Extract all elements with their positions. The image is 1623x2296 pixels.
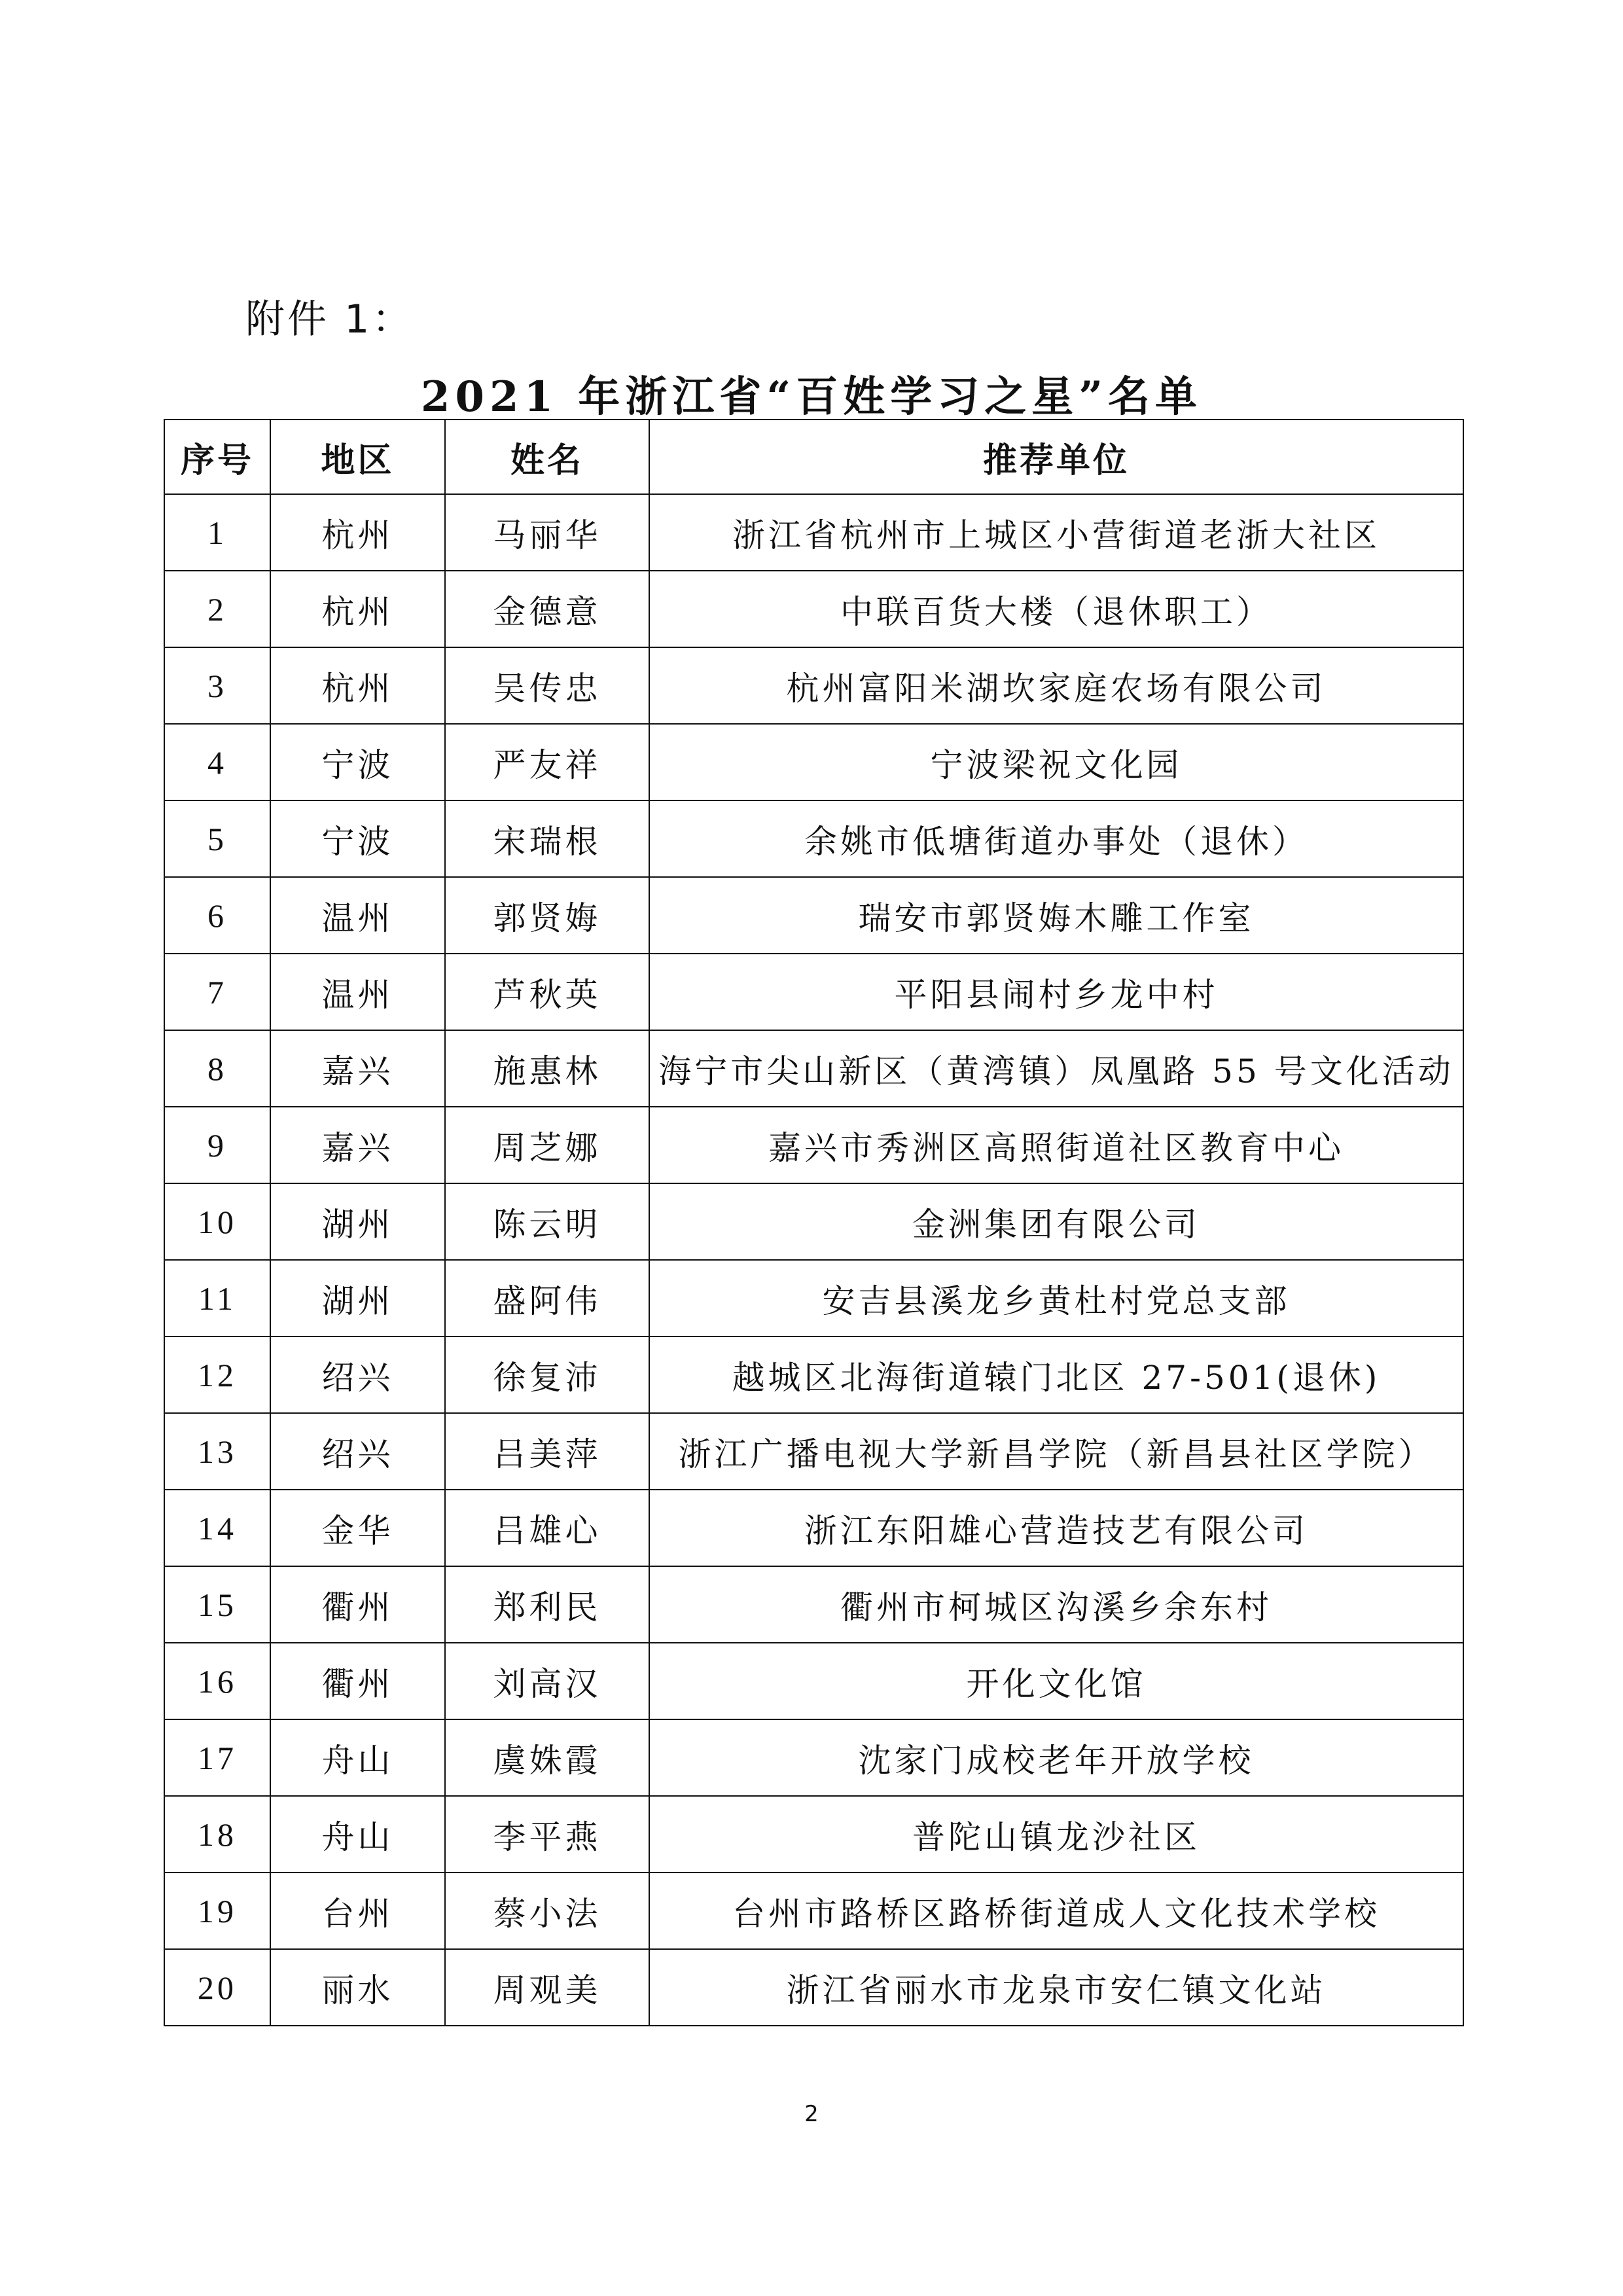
cell-region: 嘉兴 bbox=[270, 1030, 445, 1107]
cell-region: 绍兴 bbox=[270, 1413, 445, 1490]
cell-region: 舟山 bbox=[270, 1796, 445, 1873]
table-header-row bbox=[164, 420, 1463, 494]
cell-unit: 瑞安市郭贤娒木雕工作室 bbox=[649, 877, 1463, 954]
cell-seq: 2 bbox=[164, 571, 270, 647]
table-row bbox=[164, 800, 1463, 877]
cell-seq: 1 bbox=[164, 494, 270, 571]
cell-name: 盛阿伟 bbox=[445, 1260, 649, 1336]
cell-name: 吕美萍 bbox=[445, 1413, 649, 1490]
cell-unit: 平阳县闹村乡龙中村 bbox=[649, 954, 1463, 1030]
cell-region: 温州 bbox=[270, 954, 445, 1030]
cell-seq: 15 bbox=[164, 1566, 270, 1643]
cell-region: 湖州 bbox=[270, 1183, 445, 1260]
cell-region: 杭州 bbox=[270, 494, 445, 571]
table-row bbox=[164, 1949, 1463, 2026]
table-row bbox=[164, 1490, 1463, 1566]
page-number: 2 bbox=[804, 2101, 819, 2127]
table-row bbox=[164, 1643, 1463, 1719]
cell-unit: 海宁市尖山新区（黄湾镇）凤凰路 55 号文化活动 bbox=[649, 1030, 1463, 1107]
cell-unit: 开化文化馆 bbox=[649, 1643, 1463, 1719]
table-row bbox=[164, 724, 1463, 800]
cell-region: 丽水 bbox=[270, 1949, 445, 2026]
cell-name: 宋瑞根 bbox=[445, 800, 649, 877]
cell-seq: 14 bbox=[164, 1490, 270, 1566]
cell-unit: 普陀山镇龙沙社区 bbox=[649, 1796, 1463, 1873]
cell-unit: 中联百货大楼（退休职工） bbox=[649, 571, 1463, 647]
cell-name: 李平燕 bbox=[445, 1796, 649, 1873]
cell-name: 郭贤娒 bbox=[445, 877, 649, 954]
table-row bbox=[164, 1260, 1463, 1336]
cell-name: 周观美 bbox=[445, 1949, 649, 2026]
header-region: 地区 bbox=[270, 420, 445, 494]
header-seq: 序号 bbox=[164, 420, 270, 494]
cell-seq: 18 bbox=[164, 1796, 270, 1873]
cell-unit: 杭州富阳米湖坎家庭农场有限公司 bbox=[649, 647, 1463, 724]
cell-seq: 19 bbox=[164, 1873, 270, 1949]
header-name: 姓名 bbox=[445, 420, 649, 494]
cell-seq: 9 bbox=[164, 1107, 270, 1183]
table-row bbox=[164, 571, 1463, 647]
cell-name: 芦秋英 bbox=[445, 954, 649, 1030]
table-row bbox=[164, 647, 1463, 724]
cell-seq: 20 bbox=[164, 1949, 270, 2026]
attachment-label: 附件 1： bbox=[245, 296, 414, 342]
cell-unit: 宁波梁祝文化园 bbox=[649, 724, 1463, 800]
cell-unit: 浙江东阳雄心营造技艺有限公司 bbox=[649, 1490, 1463, 1566]
table-row bbox=[164, 494, 1463, 571]
cell-region: 宁波 bbox=[270, 724, 445, 800]
table-row bbox=[164, 1413, 1463, 1490]
cell-seq: 17 bbox=[164, 1719, 270, 1796]
cell-seq: 16 bbox=[164, 1643, 270, 1719]
cell-seq: 3 bbox=[164, 647, 270, 724]
cell-region: 温州 bbox=[270, 877, 445, 954]
cell-name: 郑利民 bbox=[445, 1566, 649, 1643]
cell-region: 绍兴 bbox=[270, 1336, 445, 1413]
cell-region: 嘉兴 bbox=[270, 1107, 445, 1183]
cell-unit: 越城区北海街道辕门北区 27-501(退休) bbox=[649, 1336, 1463, 1413]
cell-name: 虞姝霞 bbox=[445, 1719, 649, 1796]
cell-name: 严友祥 bbox=[445, 724, 649, 800]
table-row bbox=[164, 877, 1463, 954]
cell-unit: 衢州市柯城区沟溪乡余东村 bbox=[649, 1566, 1463, 1643]
cell-region: 湖州 bbox=[270, 1260, 445, 1336]
cell-seq: 5 bbox=[164, 800, 270, 877]
header-unit: 推荐单位 bbox=[649, 420, 1463, 494]
cell-name: 马丽华 bbox=[445, 494, 649, 571]
cell-region: 杭州 bbox=[270, 571, 445, 647]
cell-seq: 4 bbox=[164, 724, 270, 800]
cell-region: 舟山 bbox=[270, 1719, 445, 1796]
document-title: 2021 年浙江省“百姓学习之星”名单 bbox=[420, 372, 1203, 422]
cell-name: 陈云明 bbox=[445, 1183, 649, 1260]
cell-region: 金华 bbox=[270, 1490, 445, 1566]
cell-region: 杭州 bbox=[270, 647, 445, 724]
cell-unit: 金洲集团有限公司 bbox=[649, 1183, 1463, 1260]
cell-seq: 13 bbox=[164, 1413, 270, 1490]
table-row bbox=[164, 1566, 1463, 1643]
cell-unit: 安吉县溪龙乡黄杜村党总支部 bbox=[649, 1260, 1463, 1336]
cell-seq: 8 bbox=[164, 1030, 270, 1107]
table-body bbox=[164, 494, 1463, 2026]
cell-seq: 10 bbox=[164, 1183, 270, 1260]
cell-unit: 浙江广播电视大学新昌学院（新昌县社区学院） bbox=[649, 1413, 1463, 1490]
table-row bbox=[164, 1719, 1463, 1796]
cell-name: 刘高汉 bbox=[445, 1643, 649, 1719]
cell-region: 衢州 bbox=[270, 1643, 445, 1719]
cell-name: 吴传忠 bbox=[445, 647, 649, 724]
table-row bbox=[164, 1336, 1463, 1413]
cell-region: 衢州 bbox=[270, 1566, 445, 1643]
cell-unit: 台州市路桥区路桥街道成人文化技术学校 bbox=[649, 1873, 1463, 1949]
cell-name: 吕雄心 bbox=[445, 1490, 649, 1566]
cell-name: 徐复沛 bbox=[445, 1336, 649, 1413]
honoree-table bbox=[164, 419, 1464, 2026]
table-row bbox=[164, 1107, 1463, 1183]
table-row bbox=[164, 1183, 1463, 1260]
cell-name: 金德意 bbox=[445, 571, 649, 647]
cell-seq: 12 bbox=[164, 1336, 270, 1413]
table-row bbox=[164, 1030, 1463, 1107]
cell-unit: 嘉兴市秀洲区高照街道社区教育中心 bbox=[649, 1107, 1463, 1183]
cell-unit: 浙江省杭州市上城区小营街道老浙大社区 bbox=[649, 494, 1463, 571]
cell-region: 宁波 bbox=[270, 800, 445, 877]
cell-seq: 6 bbox=[164, 877, 270, 954]
cell-seq: 11 bbox=[164, 1260, 270, 1336]
table-row bbox=[164, 954, 1463, 1030]
cell-seq: 7 bbox=[164, 954, 270, 1030]
cell-region: 台州 bbox=[270, 1873, 445, 1949]
cell-name: 蔡小法 bbox=[445, 1873, 649, 1949]
cell-name: 施惠林 bbox=[445, 1030, 649, 1107]
cell-unit: 浙江省丽水市龙泉市安仁镇文化站 bbox=[649, 1949, 1463, 2026]
cell-unit: 沈家门成校老年开放学校 bbox=[649, 1719, 1463, 1796]
cell-name: 周芝娜 bbox=[445, 1107, 649, 1183]
table-row bbox=[164, 1796, 1463, 1873]
cell-unit: 余姚市低塘街道办事处（退休） bbox=[649, 800, 1463, 877]
table-row bbox=[164, 1873, 1463, 1949]
